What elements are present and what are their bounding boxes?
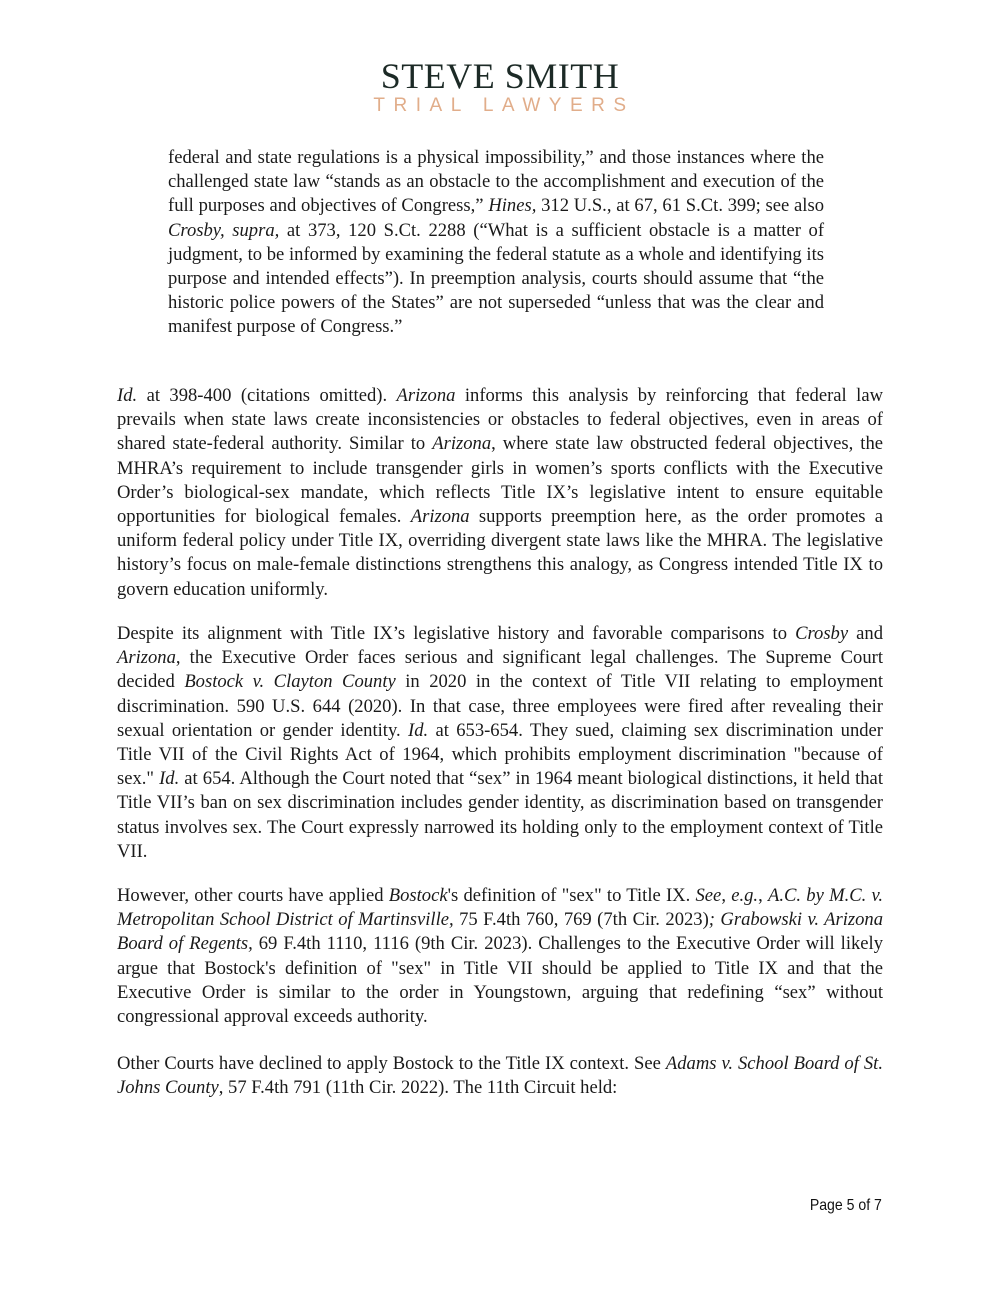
text-run: , the Executive Order faces serious and significant legal challenges. The Supreme Court decided: [117, 647, 883, 693]
paragraph-bostock: [117, 622, 883, 864]
italic-citation: Bostock: [388, 885, 448, 906]
text-run: at 654. Although the Court noted that “sex” in 1964 meant biological distinctions, it held that Title VII’s ban on sex discrimination includes gender identity, as discrimination based on transgender status involves sex. The Court expressly narrowed its holding only to the employment context of Title VII.: [117, 768, 883, 862]
text-run: at 653-654. They sued, claiming sex discrimination under Title VII of the Civil Rights Act of 1964, which prohibits employment discrimination "because of sex.": [117, 719, 884, 790]
paragraph-other-courts-declined: [117, 1052, 883, 1100]
text-run: ,: [758, 885, 768, 906]
text-run: at 373, 120 S.Ct. 2288 (“What is a sufficient obstacle is a matter of judgment, to be informed by examining the federal statute as a whole and identifying its purpose and intended effects”). In preemption analysis, courts should assume that “the historic police powers of the States” are not superseded “unless that was the clear and manifest purpose of Congress.”: [168, 219, 825, 338]
text-run: 75 F.4th 760, 769 (7th Cir. 2023): [453, 909, 709, 931]
text-run: 312 U.S., at 67, 61 S.Ct. 399; see also: [536, 195, 824, 217]
text-run: Despite its alignment with Title IX’s legislative history and favorable comparisons to: [117, 623, 796, 644]
text-run: federal and state regulations is a physical impossibility,” and those instances where the challenged state law “stands as an obstacle to the accomplishment and execution of the full purposes and objectives of Congress,”: [168, 147, 824, 217]
italic-citation: Adams v. School Board of St. Johns County: [117, 1053, 883, 1099]
text-run: supports preemption here, as the order promotes a uniform federal policy under Title IX, overriding divergent state laws like the MHRA. The legislative history’s focus on male-female distinctions strengthens this analogy, as Congress intended Title IX to govern education uniformly.: [117, 506, 883, 600]
text-run: ,: [721, 885, 732, 906]
italic-citation: See: [695, 885, 722, 906]
block-quote: [168, 146, 824, 340]
text-run: 's definition of "sex" to Title IX.: [447, 885, 696, 906]
text-run: , 57 F.4th 791 (11th Cir. 2022). The 11th Circuit held:: [218, 1077, 618, 1099]
italic-citation: Id.: [159, 768, 180, 790]
italic-citation: ; Grabowski v. Arizona Board of Regents,: [117, 909, 883, 955]
italic-citation: Arizona: [410, 506, 470, 528]
italic-citation: Bostock v. Clayton County: [184, 671, 396, 693]
italic-citation: Hines,: [488, 195, 537, 217]
italic-citation: e.g.: [731, 885, 759, 906]
italic-citation: Arizona: [432, 433, 492, 455]
firm-tagline: TRIAL LAWYERS: [373, 95, 635, 116]
page-number: Page 5 of 7: [809, 1197, 882, 1214]
italic-citation: Id.: [408, 719, 429, 741]
paragraph-text: [117, 1052, 883, 1100]
text-run: However, other courts have applied: [117, 885, 389, 906]
firm-logo: [0, 58, 1000, 117]
text-run: in 2020 in the context of Title VII relating to employment discrimination. 590 U.S. 644 (2020). In that case, three employees were fired after revealing their sexual orientation or gender identity.: [117, 671, 883, 741]
text-run: Other Courts have declined to apply Bostock to the Title IX context. See: [117, 1053, 666, 1074]
text-run: and: [848, 623, 884, 644]
paragraph-text: [117, 884, 883, 1029]
firm-name: STEVE SMITH: [380, 56, 620, 96]
italic-citation: Id.: [117, 385, 138, 406]
paragraph-other-courts-applied: [117, 884, 883, 1029]
paragraph-text: [117, 384, 883, 602]
paragraph-text: [117, 622, 883, 864]
italic-citation: Arizona: [396, 385, 456, 406]
paragraph-arizona-analysis: [117, 384, 883, 602]
text-run: , where state law obstructed federal objectives, the MHRA’s requirement to include transgender girls in women’s sports conflicts with the Executive Order’s biological-sex mandate, which reflects Title IX’s legislative intent to ensure equitable opportunities for biological females.: [117, 433, 883, 528]
text-run: at 398-400 (citations omitted).: [137, 385, 397, 406]
text-run: 69 F.4th 1110, 1116 (9th Cir. 2023). Challenges to the Executive Order will likely argue that Bostock's definition of "sex" in Title VII should be applied to Title IX and that the Executive Order is similar to the order in Youngstown, arguing that redefining “sex” without congressional approval exceeds authority.: [117, 933, 883, 1028]
text-run: informs this analysis by reinforcing that federal law prevails when state laws create inconsistencies or obstacles to federal objectives, even in areas of shared state-federal authority. Similar to: [117, 385, 883, 455]
block-quote-text: [168, 146, 824, 340]
italic-citation: Arizona: [117, 647, 176, 669]
italic-citation: A.C. by M.C. v. Metropolitan School District of Martinsville,: [117, 885, 884, 931]
italic-citation: Crosby: [795, 623, 849, 644]
italic-citation: Crosby, supra,: [168, 219, 280, 241]
